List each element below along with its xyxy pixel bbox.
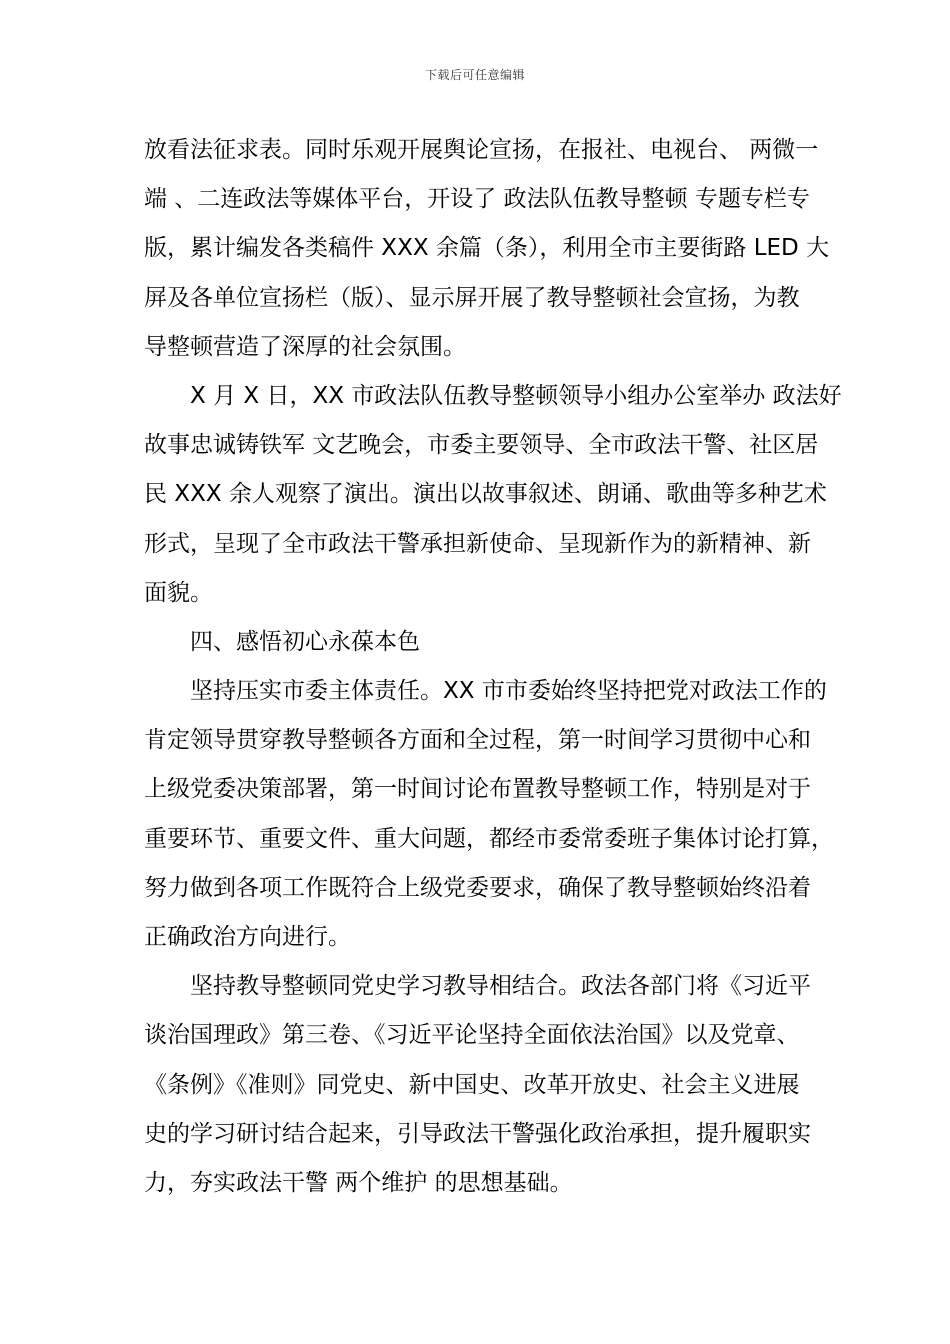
paragraph-line: 坚持压实市委主体责任。XX 市市委始终坚持把党对政法工作的 — [190, 678, 827, 705]
paragraph-line: 力，夯实政法干警 两个维护 的思想基础。 — [144, 1169, 573, 1196]
paragraph-line: 上级党委决策部署，第一时间讨论布置教导整顿工作，特别是对于 — [144, 776, 811, 803]
paragraph-line: X 月 X 日，XX 市政法队伍教导整顿领导小组办公室举办 政法好 — [190, 382, 842, 409]
paragraph-line: 屏及各单位宣扬栏（版）、显示屏开展了教导整顿社会宣扬，为教 — [144, 284, 800, 311]
paragraph-line: 史的学习研讨结合起来，引导政法干警强化政治承担，提升履职实 — [144, 1120, 811, 1147]
paragraph-line: 放看法征求表。同时乐观开展舆论宣扬，在报社、电视台、 两微一 — [144, 137, 819, 163]
document-body — [144, 126, 842, 1208]
paragraph-line: 故事忠诚铸铁军 文艺晚会，市委主要领导、全市政法干警、社区居 — [144, 432, 819, 459]
paragraph-line: 导整顿营造了深厚的社会氛围。 — [144, 333, 466, 360]
paragraph-line: 《条例》《准则》同党史、新中国史、改革开放史、社会主义进展 — [144, 1071, 800, 1098]
section-heading: 四、感悟初心永葆本色 — [190, 628, 420, 655]
paragraph-line: 民 XXX 余人观察了演出。演出以故事叙述、朗诵、歌曲等多种艺术 — [144, 481, 827, 508]
paragraph-line: 正确政治方向进行。 — [144, 924, 351, 950]
paragraph-line: 形式，呈现了全市政法干警承担新使命、呈现新作为的新精神、新 — [144, 530, 811, 557]
page-header-note: 下载后可任意编辑 — [424, 68, 525, 82]
paragraph-line: 谈治国理政》第三卷、《习近平论坚持全面依法治国》以及党章、 — [144, 1022, 800, 1049]
paragraph-line: 面貌。 — [144, 579, 213, 606]
paragraph-line: 努力做到各项工作既符合上级党委要求，确保了教导整顿始终沿着 — [144, 874, 811, 901]
paragraph-line: 肯定领导贯穿教导整顿各方面和全过程，第一时间学习贯彻中心和 — [144, 727, 811, 754]
paragraph-line: 版，累计编发各类稿件 XXX 余篇（条），利用全市主要街路 LED 大 — [144, 235, 830, 262]
paragraph-line: 坚持教导整顿同党史学习教导相结合。政法各部门将《习近平 — [190, 973, 811, 1000]
paragraph-line: 重要环节、重要文件、重大问题，都经市委常委班子集体讨论打算， — [144, 825, 834, 852]
paragraph-line: 端 、二连政法等媒体平台，开设了 政法队伍教导整顿 专题专栏专 — [144, 186, 810, 213]
